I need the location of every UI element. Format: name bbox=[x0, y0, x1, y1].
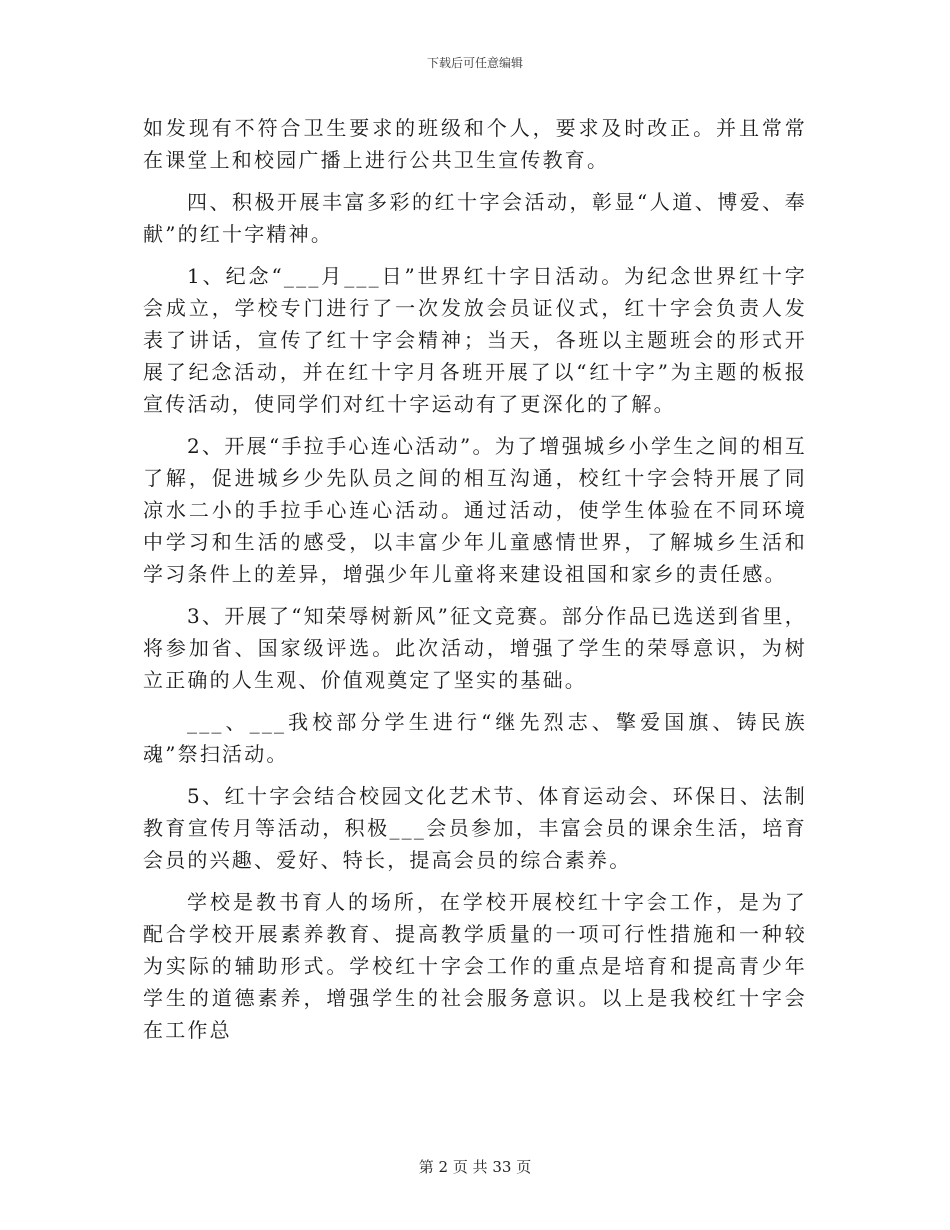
paragraph-4: 2、开展“手拉手心连心活动”。为了增强城乡小学生之间的相互了解，促进城乡少先队员之间的相互沟通，校红十字会特开展了同凉水二小的手拉手心连心活动。通过活动，使学生体验在不同环境中学习和生活的感受，以丰富少年儿童感情世界，了解城乡生活和学习条件上的差异，增强少年儿童将来建设祖国和家乡的责任感。 bbox=[143, 434, 807, 586]
paragraph-3: 1、纪念“___月___日”世界红十字日活动。为纪念世界红十字会成立，学校专门进行了一次发放会员证仪式，红十字会负责人发表了讲话，宣传了红十字会精神；当天，各班以主题班会的形式开展了纪念活动，并在红十字月各班开展了以“红十字”为主题的板报宣传活动，使同学们对红十字运动有了更深化的了解。 bbox=[143, 264, 807, 416]
paragraph-5: 3、开展了“知荣辱树新风”征文竞赛。部分作品已选送到省里，将参加省、国家级评选。此次活动，增强了学生的荣辱意识，为树立正确的人生观、价值观奠定了坚实的基础。 bbox=[143, 604, 807, 692]
paragraph-6: ___、___我校部分学生进行“继先烈志、擎爱国旗、铸民族魂”祭扫活动。 bbox=[143, 710, 807, 766]
page-header-note: 下载后可任意编辑 bbox=[426, 56, 523, 70]
paragraph-2: 四、积极开展丰富多彩的红十字会活动，彰显“人道、博爱、奉献”的红十字精神。 bbox=[143, 190, 807, 246]
paragraph-8: 学校是教书育人的场所，在学校开展校红十字会工作，是为了配合学校开展素养教育、提高教学质量的一项可行性措施和一种较为实际的辅助形式。学校红十字会工作的重点是培育和提高青少年学生的道德素养，增强学生的社会服务意识。以上是我校红十字会在工作总 bbox=[143, 890, 807, 1042]
paragraph-7: 5、红十字会结合校园文化艺术节、体育运动会、环保日、法制教育宣传月等活动，积极___会员参加，丰富会员的课余生活，培育会员的兴趣、爱好、特长，提高会员的综合素养。 bbox=[143, 784, 807, 872]
paragraph-1: 如发现有不符合卫生要求的班级和个人，要求及时改正。并且常常在课堂上和校园广播上进行公共卫生宣传教育。 bbox=[143, 116, 807, 172]
page-number: 第 2 页 共 33 页 bbox=[418, 1158, 532, 1176]
document-body bbox=[143, 112, 807, 1046]
